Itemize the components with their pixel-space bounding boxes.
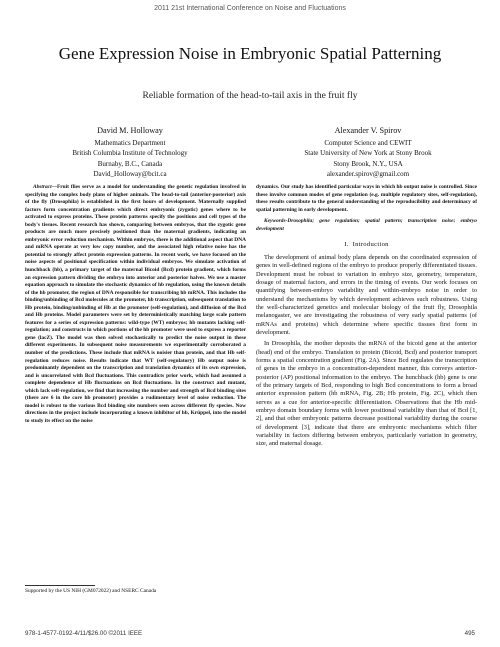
intro-paragraph: In Drosophila, the mother deposits the mRNA of the bicoid gene at the anterior (head) end of the embryo. Translation to protein (Bicoid, Bcd) and posterior transport forms a spatial concentration gradient (Fig. 2A). Since Bcd regulates the transcription of genes in the embryo in a concentration-dependent manner, this conveys anterior-posterior (AP) positional information to the embryo. The hunchback (hb) gene is one of the primary targets of Bcd, responding to high Bcd concentrations to form a broad anterior expression pattern (hb mRNA, Fig. 2B; Hb protein, Fig. 2C), which then serves as a cue for anterior-specific differentiation. Observations that the Hb mid-embryo domain boundary forms with lower positional variability than that of Bcd [1, 2], and that other embryonic patterns decrease positional variability during the course of development [3], indicate that there are embryonic mechanisms which filter variability in factors differing between embryos, particularly variation in geometry, size, and maternal dosage. xyxy=(256,340,477,448)
abstract-text: —Fruit flies serve as a model for understanding the genetic regulation involved in specifying the complex body plans of higher animals. The head-to-tail (anterior-posterior) axis of the fly (Drosophila) is established in the first hours of development. Maternally supplied factors form concentration gradients which direct embryonic (zygotic) genes where to be activated to express proteins. These protein patterns specify the positions and cell types of the body's tissues. Recent research has shown, comparing between embryos, that the zygotic gene products are much more precisely positioned than the maternal gradients, indicating an embryonic error reduction mechanism. Within embryos, there is the additional aspect that DNA and mRNA operate at very low copy number, and the associated high relative noise has the potential to strongly affect protein expression patterns. In recent work, we have focused on the noise aspects of positional specification within individual embryos. We simulate activation of hunchback (hb), a primary target of the maternal Bicoid (Bcd) protein gradient, which forms an expression pattern dividing the embryo into anterior and posterior halves. We use a master equation approach to simulate the stochastic dynamics of hb regulation, using the known details of the hb promoter, the region of DNA responsible for transcribing hb mRNA. This includes the binding/unbinding of Bcd molecules at the promoter, hb transcription, subsequent translation to Hb protein, binding/unbinding of Hb at the promoter (self-regulation), and diffusion of the Bcd and Hb proteins. Model parameters were set by deterministically matching large scale pattern features for a series of expression patterns: wild-type (WT) embryos; hb mutants lacking self-regulation; and constructs in which portions of the hb promoter were used to express a reporter gene (lacZ). The model was then solved stochastically to predict the noise output in these different experiments. In subsequent noise measurements we experimentally corroborated a number of the predictions. These include that mRNA is noisier than protein, and that Hb self-regulation reduces noise. Results indicate that WT (self-regulatory) Hb output noise is predominantly dependent on the transcription and translation dynamics of its own expression, and is uncorrelated with Bcd fluctuations. This contradicts prior work, which had assumed a complete dependence of Hb fluctuations on Bcd fluctuations. In the construct and mutant, which lack self-regulation, we find that increasing the number and strength of Bcd binding sites (there are 6 in the core hb promoter) provides a rudimentary level of noise reduction. The model is robust to the various Bcd binding site numbers seen across different fly species. Now directions in the project include incorporating a known inhibitor of hb, Krüppel, into the model to study its effect on the noise xyxy=(25,184,246,424)
left-column xyxy=(25,184,246,569)
keywords: Keywords-Drosophila; gene regulation; spatial pattern; transcription noise; embryo development xyxy=(256,218,477,232)
author-block xyxy=(268,126,468,179)
abstract-continuation: dynamics. Our study has identified particular ways in which hb output noise is controlled. Since these involve common modes of gene regulation (e.g. multiple regulatory sites, self-regulation), these results contribute to the general understanding of the reproducibility and determinacy of spatial patterning in early development. xyxy=(256,184,477,213)
author-affiliation: Computer Science and CEWIT xyxy=(324,139,412,148)
author-email: alexander.spirov@gmail.com xyxy=(326,169,410,178)
footnote-rule xyxy=(25,585,95,586)
paper-title: Gene Expression Noise in Embryonic Spatial Patterning xyxy=(58,44,442,63)
section-heading xyxy=(256,241,477,249)
author-affiliation: State University of New York at Stony Brook xyxy=(304,149,432,158)
author-name: Alexander V. Spirov xyxy=(334,126,402,135)
author-location: Stony Brook, N.Y., USA xyxy=(333,159,403,168)
page-footer xyxy=(25,630,475,640)
author-location: Burnaby, B.C., Canada xyxy=(97,159,163,168)
author-affiliation: Mathematics Department xyxy=(94,139,166,148)
abstract-paragraph xyxy=(25,184,246,426)
author-block xyxy=(30,126,230,179)
author-email: David_Holloway@bcit.ca xyxy=(93,169,167,178)
footnote: Supported by the US NIH (GM072022) and NSERC Canada xyxy=(25,588,157,594)
author-name: David M. Holloway xyxy=(97,126,163,135)
right-column xyxy=(256,184,477,576)
section-title: Introduction xyxy=(352,241,389,249)
paper-subtitle: Reliable formation of the head-to-tail axis in the fruit fly xyxy=(142,91,358,101)
abstract-lead: Abstract xyxy=(33,184,52,190)
conference-header: 2011 21st International Conference on Noise and Fluctuations xyxy=(154,4,346,12)
footer-isbn: 978-1-4577-0192-4/11/$26.00 ©2011 IEEE xyxy=(25,630,143,637)
author-affiliation: British Columbia Institute of Technology xyxy=(72,149,188,158)
intro-paragraph: The development of animal body plans depends on the coordinated expression of genes in well-defined regions of the embryo to produce properly differentiated tissues. Development must be robust to variation in embryo size, geometry, temperature, dosage of maternal factors, and errors in the timing of events. Our work focuses on quantifying between-embryo variability and within-embryo noise in order to understand the mechanisms by which development achieves such robustness. Using the well-characterized genetics and molecular biology of the fruit fly, Drosophila melanogaster, we are investigating the robustness of very early spatial patterns (of mRNAs and proteins) which determine where specific tissues first form in development. xyxy=(256,253,477,336)
section-number: I. xyxy=(344,241,349,249)
page-number: 495 xyxy=(464,630,475,637)
intro-body xyxy=(256,254,477,449)
